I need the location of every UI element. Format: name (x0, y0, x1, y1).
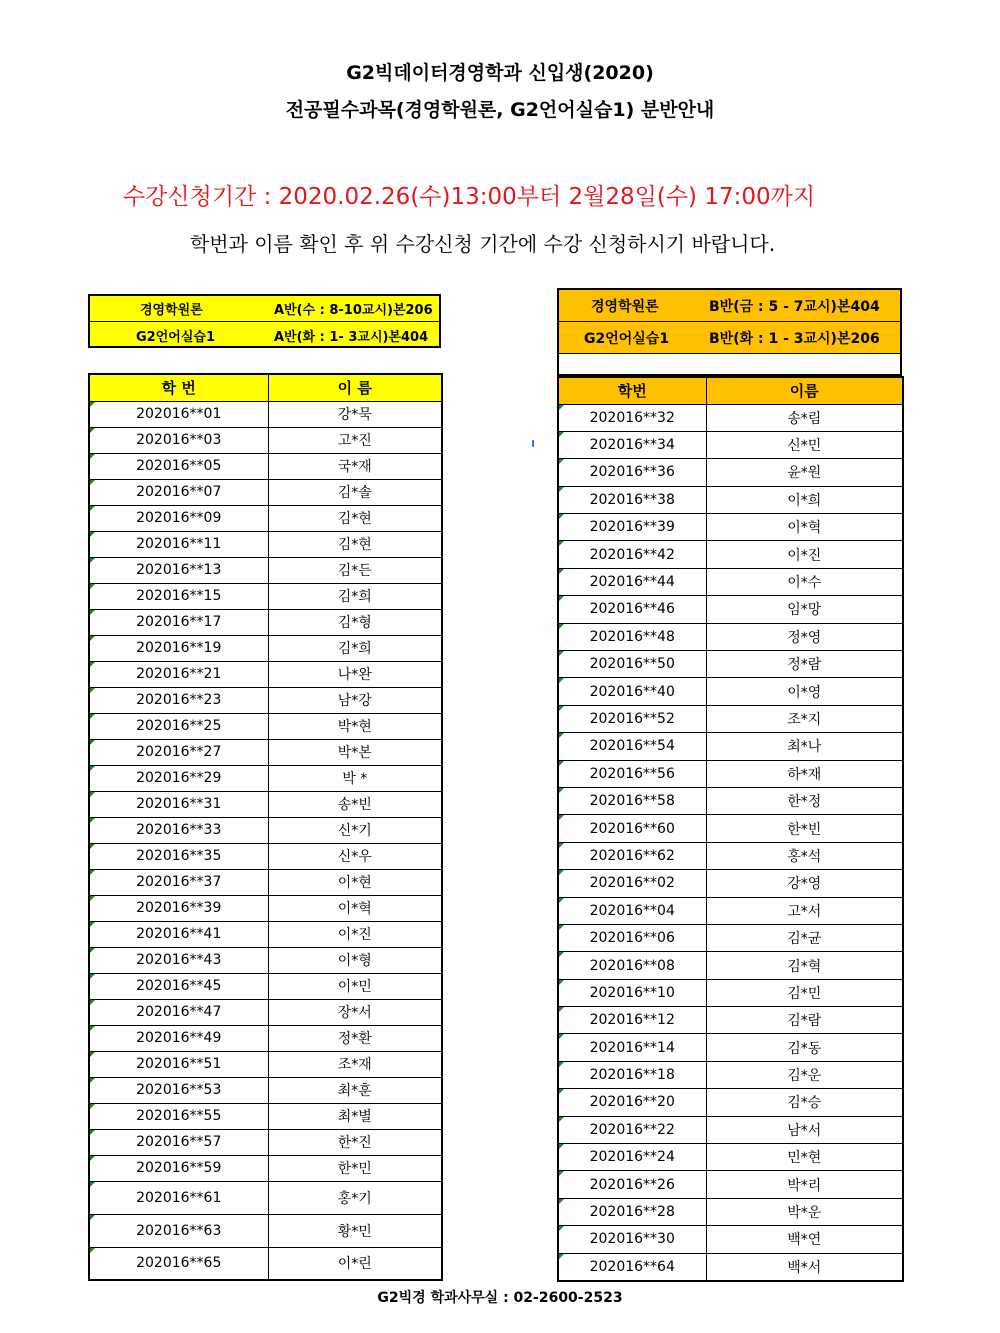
student-id-cell: 202016**35 (89, 843, 268, 869)
student-id-cell: 202016**01 (89, 401, 268, 427)
student-id-cell: 202016**65 (89, 1247, 268, 1280)
section-b-course2: G2언어실습1 (584, 330, 670, 347)
student-id-cell: 202016**32 (558, 404, 706, 431)
table-row (558, 486, 903, 513)
table-row (558, 459, 903, 486)
student-name-cell: 정*람 (706, 651, 903, 678)
student-name-cell: 정*영 (706, 623, 903, 650)
student-id-cell: 202016**52 (558, 705, 706, 732)
table-row (558, 1198, 903, 1225)
student-name-cell: 조*지 (706, 705, 903, 732)
student-id-cell: 202016**53 (89, 1077, 268, 1103)
student-name-cell: 한*진 (268, 1129, 442, 1155)
table-row (89, 791, 442, 817)
student-name-cell: 박*리 (706, 1171, 903, 1198)
student-id-cell: 202016**61 (89, 1181, 268, 1214)
table-row (89, 1103, 442, 1129)
table-row (89, 583, 442, 609)
student-name-cell: 백*연 (706, 1226, 903, 1253)
student-id-cell: 202016**13 (89, 557, 268, 583)
table-row (89, 895, 442, 921)
student-id-cell: 202016**44 (558, 568, 706, 595)
student-id-cell: 202016**26 (558, 1171, 706, 1198)
table-row (89, 479, 442, 505)
student-id-cell: 202016**55 (89, 1103, 268, 1129)
student-id-cell: 202016**64 (558, 1253, 706, 1280)
student-id-cell: 202016**57 (89, 1129, 268, 1155)
student-id-cell: 202016**22 (558, 1116, 706, 1143)
student-name-cell: 김*승 (706, 1089, 903, 1116)
student-name-cell: 김*동 (706, 1034, 903, 1061)
student-name-cell: 박*운 (706, 1198, 903, 1225)
table-row (89, 817, 442, 843)
student-name-cell: 이*희 (706, 486, 903, 513)
student-id-cell: 202016**17 (89, 609, 268, 635)
table-row (558, 733, 903, 760)
student-name-cell: 강*묵 (268, 401, 442, 427)
table-row (89, 1077, 442, 1103)
student-name-cell: 남*서 (706, 1116, 903, 1143)
student-name-cell: 이*진 (268, 921, 442, 947)
student-name-cell: 박*본 (268, 739, 442, 765)
student-name-cell: 김*민 (706, 979, 903, 1006)
student-name-cell: 김*운 (706, 1061, 903, 1088)
student-name-cell: 이*형 (268, 947, 442, 973)
table-row (558, 760, 903, 787)
student-id-cell: 202016**30 (558, 1226, 706, 1253)
student-name-cell: 이*혁 (268, 895, 442, 921)
column-header-name: 이 름 (268, 374, 442, 401)
student-id-cell: 202016**29 (89, 765, 268, 791)
table-row (558, 596, 903, 623)
column-header-id: 학번 (558, 377, 706, 404)
student-id-cell: 202016**43 (89, 947, 268, 973)
student-name-cell: 이*현 (268, 869, 442, 895)
student-name-cell: 한*민 (268, 1155, 442, 1181)
student-name-cell: 박*현 (268, 713, 442, 739)
student-name-cell: 남*강 (268, 687, 442, 713)
student-id-cell: 202016**12 (558, 1007, 706, 1034)
stray-mark (532, 440, 534, 447)
section-a-table (88, 373, 443, 1281)
student-id-cell: 202016**47 (89, 999, 268, 1025)
table-row (558, 870, 903, 897)
student-name-cell: 백*서 (706, 1253, 903, 1280)
student-name-cell: 나*완 (268, 661, 442, 687)
student-id-cell: 202016**06 (558, 924, 706, 951)
student-id-cell: 202016**59 (89, 1155, 268, 1181)
table-row (89, 999, 442, 1025)
student-id-cell: 202016**24 (558, 1144, 706, 1171)
table-row (89, 765, 442, 791)
student-id-cell: 202016**38 (558, 486, 706, 513)
table-row (89, 1025, 442, 1051)
student-name-cell: 이*진 (706, 541, 903, 568)
section-a-course1-class: A반(수 : 8-10교시)본206 (274, 303, 433, 318)
student-id-cell: 202016**15 (89, 583, 268, 609)
table-row (89, 1051, 442, 1077)
student-id-cell: 202016**31 (89, 791, 268, 817)
student-name-cell: 최*별 (268, 1103, 442, 1129)
table-row (89, 427, 442, 453)
student-id-cell: 202016**10 (558, 979, 706, 1006)
student-name-cell: 송*빈 (268, 791, 442, 817)
student-name-cell: 이*민 (268, 973, 442, 999)
registration-period: 수강신청기간 : 2020.02.26(수)13:00부터 2월28일(수) 17:00까지 (122, 184, 816, 210)
student-name-cell: 고*진 (268, 427, 442, 453)
table-row (89, 661, 442, 687)
student-id-cell: 202016**14 (558, 1034, 706, 1061)
student-id-cell: 202016**07 (89, 479, 268, 505)
section-b-course1-class: B반(금 : 5 - 7교시)본404 (709, 298, 880, 315)
student-name-cell: 신*기 (268, 817, 442, 843)
table-row (89, 843, 442, 869)
student-name-cell: 김*람 (706, 1007, 903, 1034)
table-row (89, 973, 442, 999)
table-row (89, 687, 442, 713)
table-row (89, 1129, 442, 1155)
student-id-cell: 202016**21 (89, 661, 268, 687)
student-name-cell: 한*빈 (706, 815, 903, 842)
student-name-cell: 윤*원 (706, 459, 903, 486)
student-id-cell: 202016**56 (558, 760, 706, 787)
table-row (558, 787, 903, 814)
student-id-cell: 202016**60 (558, 815, 706, 842)
section-a-course1: 경영학원론 (140, 303, 203, 318)
student-name-cell: 최*나 (706, 733, 903, 760)
student-name-cell: 국*재 (268, 453, 442, 479)
table-row (89, 1181, 442, 1214)
student-id-cell: 202016**41 (89, 921, 268, 947)
section-b-course1: 경영학원론 (591, 298, 659, 315)
student-id-cell: 202016**18 (558, 1061, 706, 1088)
registration-notice: 학번과 이름 확인 후 위 수강신청 기간에 수강 신청하시기 바랍니다. (189, 232, 776, 256)
table-row (558, 897, 903, 924)
table-row (558, 979, 903, 1006)
column-header-name: 이름 (706, 377, 903, 404)
table-row (558, 514, 903, 541)
student-id-cell: 202016**48 (558, 623, 706, 650)
student-id-cell: 202016**37 (89, 869, 268, 895)
table-row (89, 505, 442, 531)
table-row (558, 705, 903, 732)
student-id-cell: 202016**39 (89, 895, 268, 921)
table-row (558, 952, 903, 979)
student-name-cell: 김*균 (706, 924, 903, 951)
student-id-cell: 202016**08 (558, 952, 706, 979)
student-id-cell: 202016**03 (89, 427, 268, 453)
table-row (89, 713, 442, 739)
student-id-cell: 202016**04 (558, 897, 706, 924)
table-row (89, 869, 442, 895)
table-row (89, 1247, 442, 1280)
table-row (89, 453, 442, 479)
student-name-cell: 장*서 (268, 999, 442, 1025)
table-row (89, 1155, 442, 1181)
table-row (558, 1007, 903, 1034)
student-id-cell: 202016**19 (89, 635, 268, 661)
student-id-cell: 202016**51 (89, 1051, 268, 1077)
student-name-cell: 임*망 (706, 596, 903, 623)
student-id-cell: 202016**63 (89, 1214, 268, 1247)
section-a-info (88, 294, 441, 348)
table-row (558, 404, 903, 431)
student-id-cell: 202016**09 (89, 505, 268, 531)
table-row (558, 842, 903, 869)
student-name-cell: 김*희 (268, 583, 442, 609)
table-row (558, 568, 903, 595)
section-b-course2-class: B반(화 : 1 - 3교시)본206 (709, 330, 880, 347)
student-id-cell: 202016**34 (558, 431, 706, 458)
table-row (558, 815, 903, 842)
student-id-cell: 202016**05 (89, 453, 268, 479)
table-row (558, 678, 903, 705)
student-name-cell: 민*현 (706, 1144, 903, 1171)
table-row (558, 924, 903, 951)
student-name-cell: 신*우 (268, 843, 442, 869)
section-b-info (557, 288, 902, 376)
student-name-cell: 신*민 (706, 431, 903, 458)
table-row (558, 1116, 903, 1143)
table-row (89, 609, 442, 635)
student-name-cell: 김*현 (268, 531, 442, 557)
student-name-cell: 김*솔 (268, 479, 442, 505)
student-id-cell: 202016**11 (89, 531, 268, 557)
student-id-cell: 202016**28 (558, 1198, 706, 1225)
table-row (89, 401, 442, 427)
student-name-cell: 황*민 (268, 1214, 442, 1247)
table-row (89, 921, 442, 947)
table-row (89, 531, 442, 557)
document-subtitle: 전공필수과목(경영학원론, G2언어실습1) 분반안내 (285, 99, 715, 121)
student-id-cell: 202016**50 (558, 651, 706, 678)
student-id-cell: 202016**54 (558, 733, 706, 760)
student-name-cell: 한*정 (706, 787, 903, 814)
table-row (558, 541, 903, 568)
student-name-cell: 김*형 (268, 609, 442, 635)
section-a-course2: G2언어실습1 (136, 329, 215, 345)
table-row (89, 557, 442, 583)
student-name-cell: 박 * (268, 765, 442, 791)
table-row (558, 623, 903, 650)
table-row (558, 1144, 903, 1171)
student-id-cell: 202016**27 (89, 739, 268, 765)
student-name-cell: 최*훈 (268, 1077, 442, 1103)
table-row (89, 739, 442, 765)
student-id-cell: 202016**39 (558, 514, 706, 541)
student-name-cell: 이*린 (268, 1247, 442, 1280)
student-name-cell: 하*재 (706, 760, 903, 787)
student-id-cell: 202016**49 (89, 1025, 268, 1051)
student-name-cell: 홍*기 (268, 1181, 442, 1214)
table-row (89, 635, 442, 661)
student-name-cell: 이*수 (706, 568, 903, 595)
student-name-cell: 김*혁 (706, 952, 903, 979)
table-row (558, 651, 903, 678)
student-id-cell: 202016**20 (558, 1089, 706, 1116)
student-name-cell: 이*혁 (706, 514, 903, 541)
student-name-cell: 이*영 (706, 678, 903, 705)
student-id-cell: 202016**36 (558, 459, 706, 486)
student-name-cell: 홍*석 (706, 842, 903, 869)
student-name-cell: 강*영 (706, 870, 903, 897)
table-row (558, 1089, 903, 1116)
student-id-cell: 202016**58 (558, 787, 706, 814)
student-id-cell: 202016**45 (89, 973, 268, 999)
student-name-cell: 김*희 (268, 635, 442, 661)
table-row (558, 431, 903, 458)
document-title: G2빅데이터경영학과 신입생(2020) (346, 62, 654, 84)
table-row (558, 1253, 903, 1280)
table-row (558, 1061, 903, 1088)
student-id-cell: 202016**40 (558, 678, 706, 705)
table-row (558, 1171, 903, 1198)
student-name-cell: 송*림 (706, 404, 903, 431)
table-row (89, 947, 442, 973)
student-id-cell: 202016**23 (89, 687, 268, 713)
student-name-cell: 정*환 (268, 1025, 442, 1051)
student-id-cell: 202016**42 (558, 541, 706, 568)
column-header-id: 학 번 (89, 374, 268, 401)
student-name-cell: 김*든 (268, 557, 442, 583)
table-row (558, 1226, 903, 1253)
office-contact: G2빅경 학과사무실 : 02-2600-2523 (377, 1290, 623, 1306)
section-a-course2-class: A반(화 : 1- 3교시)본404 (274, 329, 429, 345)
table-row (558, 1034, 903, 1061)
student-id-cell: 202016**33 (89, 817, 268, 843)
student-name-cell: 조*재 (268, 1051, 442, 1077)
section-b-table (557, 376, 904, 1282)
student-name-cell: 고*서 (706, 897, 903, 924)
student-name-cell: 김*현 (268, 505, 442, 531)
table-row (89, 1214, 442, 1247)
student-id-cell: 202016**46 (558, 596, 706, 623)
student-id-cell: 202016**62 (558, 842, 706, 869)
student-id-cell: 202016**25 (89, 713, 268, 739)
student-id-cell: 202016**02 (558, 870, 706, 897)
